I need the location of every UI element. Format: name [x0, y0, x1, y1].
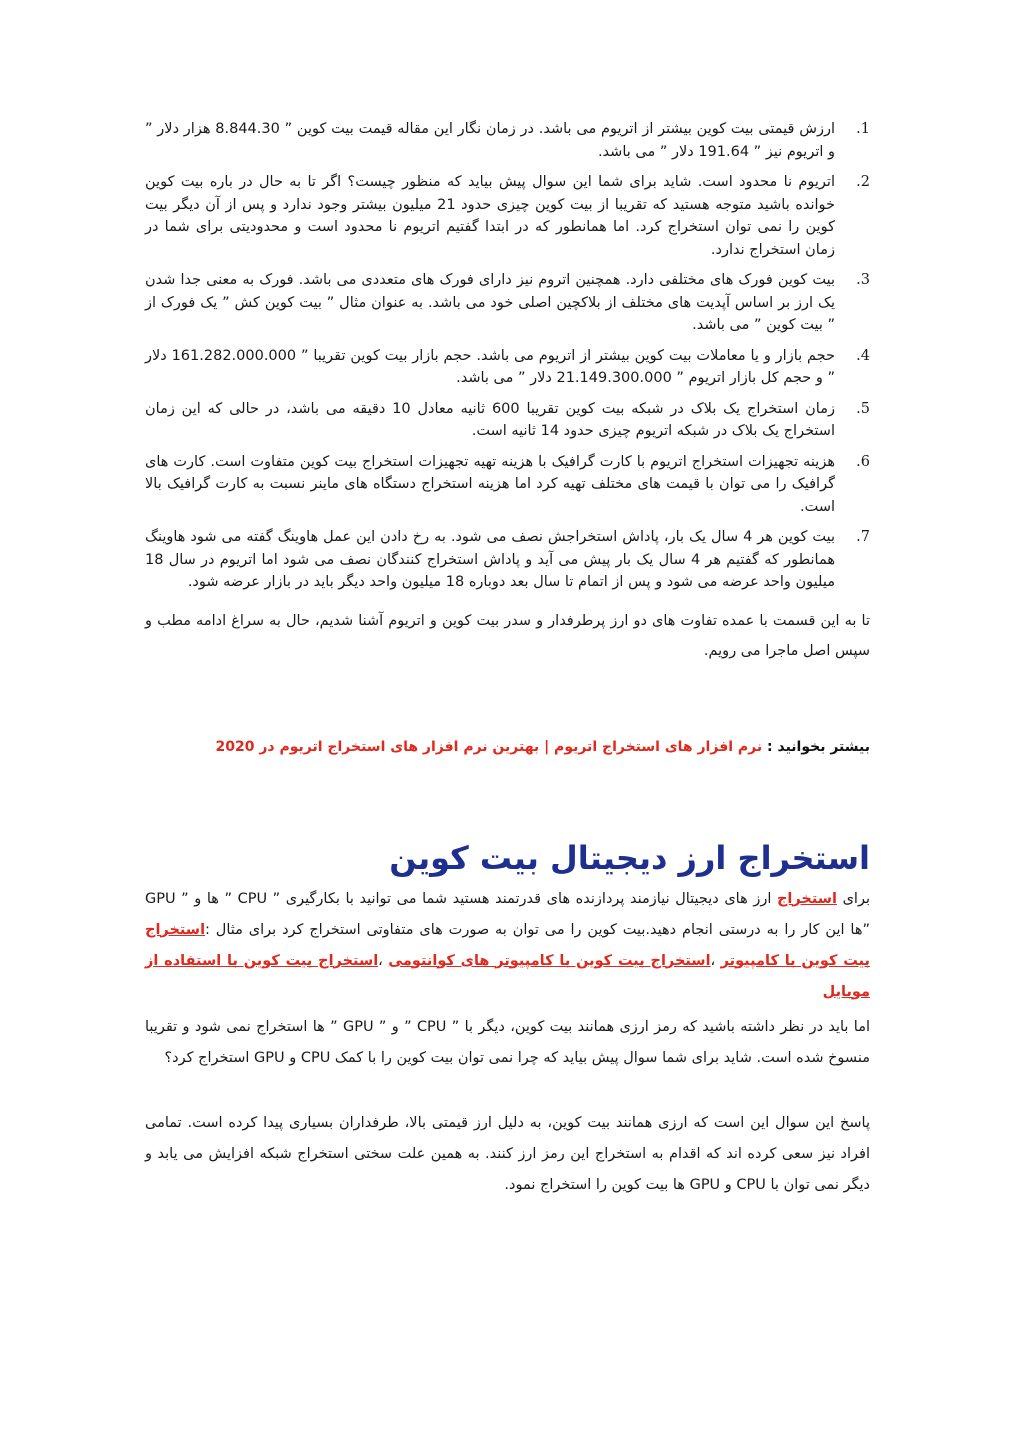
list-item-number: 2. [856, 174, 870, 190]
separator: ، [378, 952, 389, 969]
list-item-number: 7. [856, 529, 870, 545]
answer-paragraph: پاسخ این سوال این است که ارزی همانند بیت کوین، به دلیل ارز قیمتی بالا، طرفداران بسیاری پیدا کرده است. تمامی افراد نیز سعی کرده اند که اقدام به استخراج این رمز ارز کنند. به همین علت سختی استخراج شبکه افزایش می یابد و دیگر نمی توان با CPU و GPU ها بیت کوین را استخراج نمود. [145, 1114, 870, 1193]
spacer [145, 1074, 870, 1104]
list-item-number: 6. [856, 453, 870, 470]
differences-list [145, 118, 870, 594]
mining-paragraph-pre: برای [837, 890, 870, 907]
list-item-number: 1. [856, 121, 870, 137]
list-item-text: هزینه تجهیزات استخراج اتریوم با کارت گرافیک با هزینه تهیه تجهیزات استخراج بیت کوین متفاوت است. کارت های گرافیک را می توان با قیمت های مختلف تهیه کرد اما هزینه استخراج دستگاه های ماینر نسبت به کارت گرافیک بالا است. [145, 453, 835, 515]
list-item-text: ارزش قیمتی بیت کوین بیشتر از اتریوم می باشد. در زمان نگار این مقاله قیمت بیت کوین ” 8.844.30 هزار دلار ” و اتریوم نیز ” 191.64 دلار ” می باشد. [145, 121, 836, 160]
list-item [145, 171, 870, 261]
link-mining-with-computer[interactable]: استخراج بیت کوین با کامپیوتر [145, 921, 870, 969]
list-item-number: 3. [856, 272, 870, 288]
list-item-text: زمان استخراج یک بلاک در شبکه بیت کوین تقریبا 600 ثانیه معادل 10 دقیقه می باشد، در حالی که این زمان استخراج یک بلاک در شبکه اتریوم چیزی حدود 14 ثانیه است. [145, 400, 835, 439]
list-item-text: بیت کوین فورک های مختلفی دارد. همچنین اتروم نیز دارای فورک های متعددی می باشد. فورک به معنی جدا شدن یک ارز بر اساس آپدیت های مختلف از بلاکچین اصلی خود می باشد. به عنوان مثال ” بیت کوین کش ” یک فورک از ” بیت کوین ” می باشد. [145, 272, 835, 333]
link-mining[interactable]: استخراج [776, 890, 837, 907]
list-item-number: 4. [856, 347, 870, 364]
read-more-link[interactable]: نرم افزار های استخراج اتریوم | بهترین نرم افزار های استخراج اتریوم در 2020 [215, 738, 763, 755]
mining-paragraph [145, 884, 870, 1008]
link-mining-quantum-computer[interactable]: استخراج بیت کوین با کامپیوتر های کوانتومی [388, 952, 711, 969]
list-item [145, 526, 870, 594]
intro-paragraph: تا به این قسمت با عمده تفاوت های دو ارز پرطرفدار و سدر بیت کوین و اتریوم آشنا شدیم، حال به سراغ ادامه مطب و سپس اصل ماجرا می رویم. [145, 612, 870, 659]
section-heading: استخراج ارز دیجیتال بیت کوین [389, 838, 870, 877]
list-item [145, 451, 870, 519]
list-item [145, 398, 870, 443]
document-page [145, 118, 870, 1201]
link-mining-with-mobile[interactable]: استخراج بیت کوین با استفاده از موبایل [145, 952, 870, 1000]
read-more-label: بیشتر بخوانید : [767, 738, 870, 755]
list-item-text: بیت کوین هر 4 سال یک بار، پاداش استخراجش نصف می شود. به رخ دادن این عمل هاوینگ گفته می شود هاوینگ همانطور که گفتیم هر 4 سال یک بار پیش می آید و پاداش استخراج کنندگان نصف می شود اما اتریوم در سال 18 میلیون واحد عرضه می شود و پس از اتمام تا سال بعد دوباره 18 میلیون واحد دیگر باید در بازار عرضه شود. [145, 529, 835, 590]
list-item [145, 269, 870, 337]
list-item-text: حجم بازار و یا معاملات بیت کوین بیشتر از اتریوم می باشد. حجم بازار بیت کوین تقریبا ” 161.282.000.000 دلار ” و حجم کل بازار اتریوم ” 21.149.300.000 دلار ” می باشد. [145, 347, 835, 386]
separator: ، [710, 952, 721, 969]
read-more-box [145, 736, 870, 758]
mining-paragraph-mid: ارز های دیجیتال نیازمند پردازنده های قدرتمند هستید شما می توانید با بکارگیری ” CPU ” ها و ” GPU ”ها این کار را به درستی انجام دهید.بیت کوین را می توان به صورت های متفاوتی استخراج کرد برای مثال : [145, 890, 870, 938]
list-item-text: اتریوم نا محدود است. شاید برای شما این سوال پیش بیاید که منظور چیست؟ اگر تا به حال در باره بیت کوین خوانده باشید متوجه هستید که تقریبا از بیت کوین چیزی حدود 21 میلیون بیشتر وجود ندارد و پس از آن دیگر بیت کوین را نمی توان استخراج کرد. اما همانطور که در ابتدا گفتیم اتریوم نا محدود است و محدودیتی برای شما در زمان استخراج ندارد. [145, 174, 836, 258]
list-item [145, 118, 870, 163]
list-item-number: 5. [856, 400, 870, 417]
cpu-gpu-paragraph: اما باید در نظر داشته باشید که رمز ارزی همانند بیت کوین، دیگر با ” CPU ” و ” GPU ” ها استخراج نمی شود و تقریبا منسوخ شده است. شاید برای شما سوال پیش بیاید که چرا نمی توان بیت کوین را با کمک CPU و GPU استخراج کرد؟ [145, 1018, 870, 1066]
list-item [145, 345, 870, 390]
